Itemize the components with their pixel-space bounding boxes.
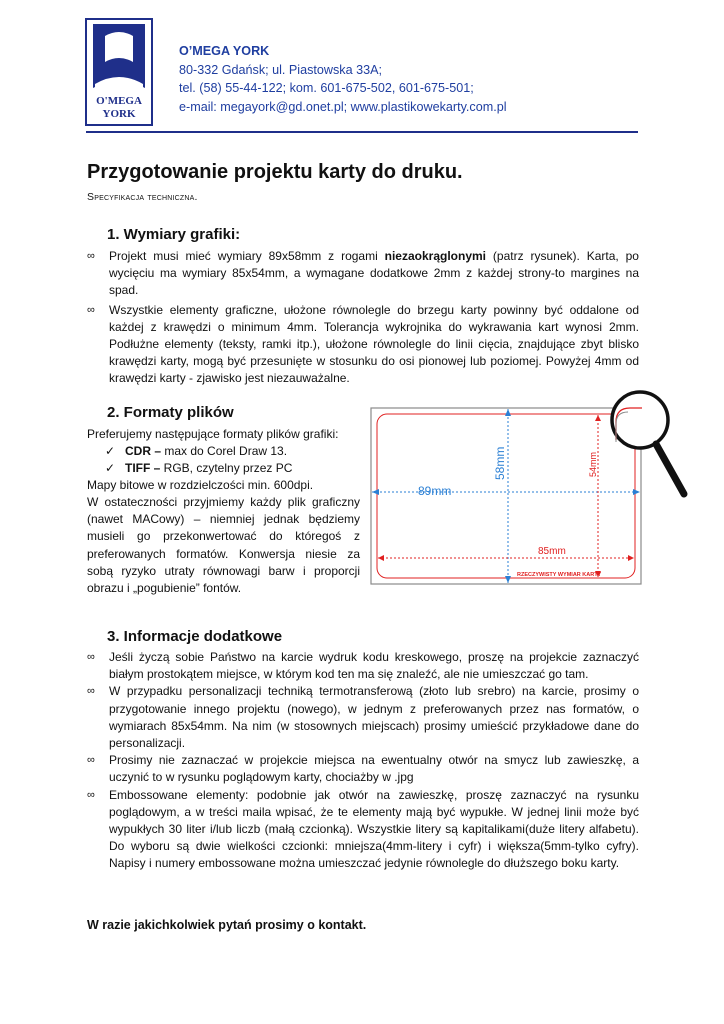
cut-size-label: RZECZYWISTY WYMIAR KARTY xyxy=(517,572,602,578)
formats-list xyxy=(105,443,292,477)
section2-heading: 2. Formaty plików xyxy=(107,404,234,421)
list-item: ∞ Jeśli życzą sobie Państwo na karcie wydruk kodu kreskowego, proszę na projekcie zaznaczyć białym prostokątem miejsce, w którym kod ten ma się znaleźć, ale nie umieszczać go tam. xyxy=(87,650,639,682)
list-item: ✓ TIFF – RGB, czytelny przez PC xyxy=(105,460,292,477)
section3-heading: 3. Informacje dodatkowe xyxy=(107,628,283,645)
company-contact xyxy=(179,42,507,116)
height-54-label: 54mm xyxy=(588,451,598,477)
list-item: ∞ Projekt musi mieć wymiary 89x58mm z rogami niezaokrąglonymi (patrz rysunek). Karta, po wycięciu ma wymiary 85x54mm, a wymagane dodatkowe 2mm z każdej strony-to margines na spad. xyxy=(87,249,639,298)
list-item: ∞ Prosimy nie zaznaczać w projekcie miejsca na ewentualny otwór na smycz lub zawieszkę, a uczynić to w rysunku poglądowym karty, chociażby w .jpg xyxy=(87,753,639,785)
company-phone: tel. (58) 55-44-122; kom. 601-675-502, 601-675-501; xyxy=(179,81,474,95)
list-item: ∞ Embossowane elementy: podobnie jak otwór na zawieszkę, proszę zaznaczyć na rysunku poglądowym, a w treści maila wpisać, że te elementy mają być wypukłe. W jednej linii może być wypukłych 30 liter i/lub liczb (małą czcionką). Wszystkie litery są kapitalikami(duże litery alfabetu). Do wyboru są dwie wielkości czcionki: mniejsza(4mm-litery i cyfr) i większa(5mm-tylko cyfry). Napisy i numery embossowane można umieszczać jedynie równolegle do dłuższego boku karty. xyxy=(87,787,639,871)
width-85-label: 85mm xyxy=(538,546,566,557)
card-dimension-diagram xyxy=(370,382,695,587)
infinity-bullet-icon: ∞ xyxy=(87,685,95,698)
infinity-bullet-icon: ∞ xyxy=(87,788,95,801)
list-item: ∞ W przypadku personalizacji techniką termotransferową (złoto lub srebro) na karcie, prosimy o przygotowanie innego projektu (nowego), w jednym z preferowanych przez nas formatów, o wymiarach 85x54mm. Na nim (w stosownych miejscach) prosimy umieścić przykładowe dane do personalizacji. xyxy=(87,684,639,751)
list-item: ∞ Wszystkie elementy graficzne, ułożone równolegle do brzegu karty powinny być oddalone od każdej z krawędzi o minimum 4mm. Tolerancja wykrojnika do wykrawania kart wynosi 2mm. Podłużne elementy (teksty, ramki itp.), ułożone równolegle do linii cięcia, znajdujące zbyt blisko krawędzi karty, mogą być przesunięte w stosunku do osi pionowej lub poziomej. Powyżej 4mm od krawędzi karty - zjawisko jest niezauważalne. xyxy=(87,302,639,386)
contact-note: W razie jakichkolwiek pytań prosimy o kontakt. xyxy=(87,918,367,932)
company-address: 80-332 Gdańsk; ul. Piastowska 33A; xyxy=(179,62,383,77)
logo-text-line1: O'MEGA xyxy=(96,95,142,107)
header-divider xyxy=(86,131,638,133)
checkmark-icon: ✓ xyxy=(105,444,116,458)
logo-text-line2: YORK xyxy=(102,108,136,120)
emphasis: niezaokrąglonymi xyxy=(384,249,487,263)
formats-intro: Preferujemy następujące formaty plików grafiki: xyxy=(87,427,339,441)
height-58-label: 58mm xyxy=(493,446,507,480)
list-item: ✓ CDR – max do Corel Draw 13. xyxy=(105,443,292,460)
width-89-label: 89mm xyxy=(418,484,452,498)
section1-heading: 1. Wymiary grafiki: xyxy=(107,226,241,243)
checkmark-icon: ✓ xyxy=(105,461,116,476)
infinity-bullet-icon: ∞ xyxy=(87,651,95,663)
bitmap-note: Mapy bitowe w rozdzielczości min. 600dpi. xyxy=(87,478,314,492)
infinity-bullet-icon: ∞ xyxy=(87,303,95,316)
company-name: O’MEGA YORK xyxy=(179,44,270,58)
section1-list xyxy=(87,248,639,388)
infinity-bullet-icon: ∞ xyxy=(87,250,95,262)
section3-list xyxy=(87,649,639,873)
document-title: Przygotowanie projektu karty do druku. xyxy=(87,161,463,183)
company-logo xyxy=(85,18,153,126)
magnifier-icon xyxy=(612,392,668,448)
company-email[interactable]: e-mail: megayork@gd.onet.pl; www.plastikowekarty.com.pl xyxy=(179,99,507,114)
conversion-note: W ostateczności przyjmiemy każdy plik graficzny (nawet MACowy) – niemniej jednak będziemy musieli go przekonwertować do któregoś z preferowanych formatów. Konwersja niesie za sobą ryzyko utraty równowagi barw i proporcji obrazu i „pogubienie” fontów. xyxy=(87,495,360,596)
document-subtitle: Specyfikacja techniczna. xyxy=(87,191,198,203)
infinity-bullet-icon: ∞ xyxy=(87,754,95,767)
